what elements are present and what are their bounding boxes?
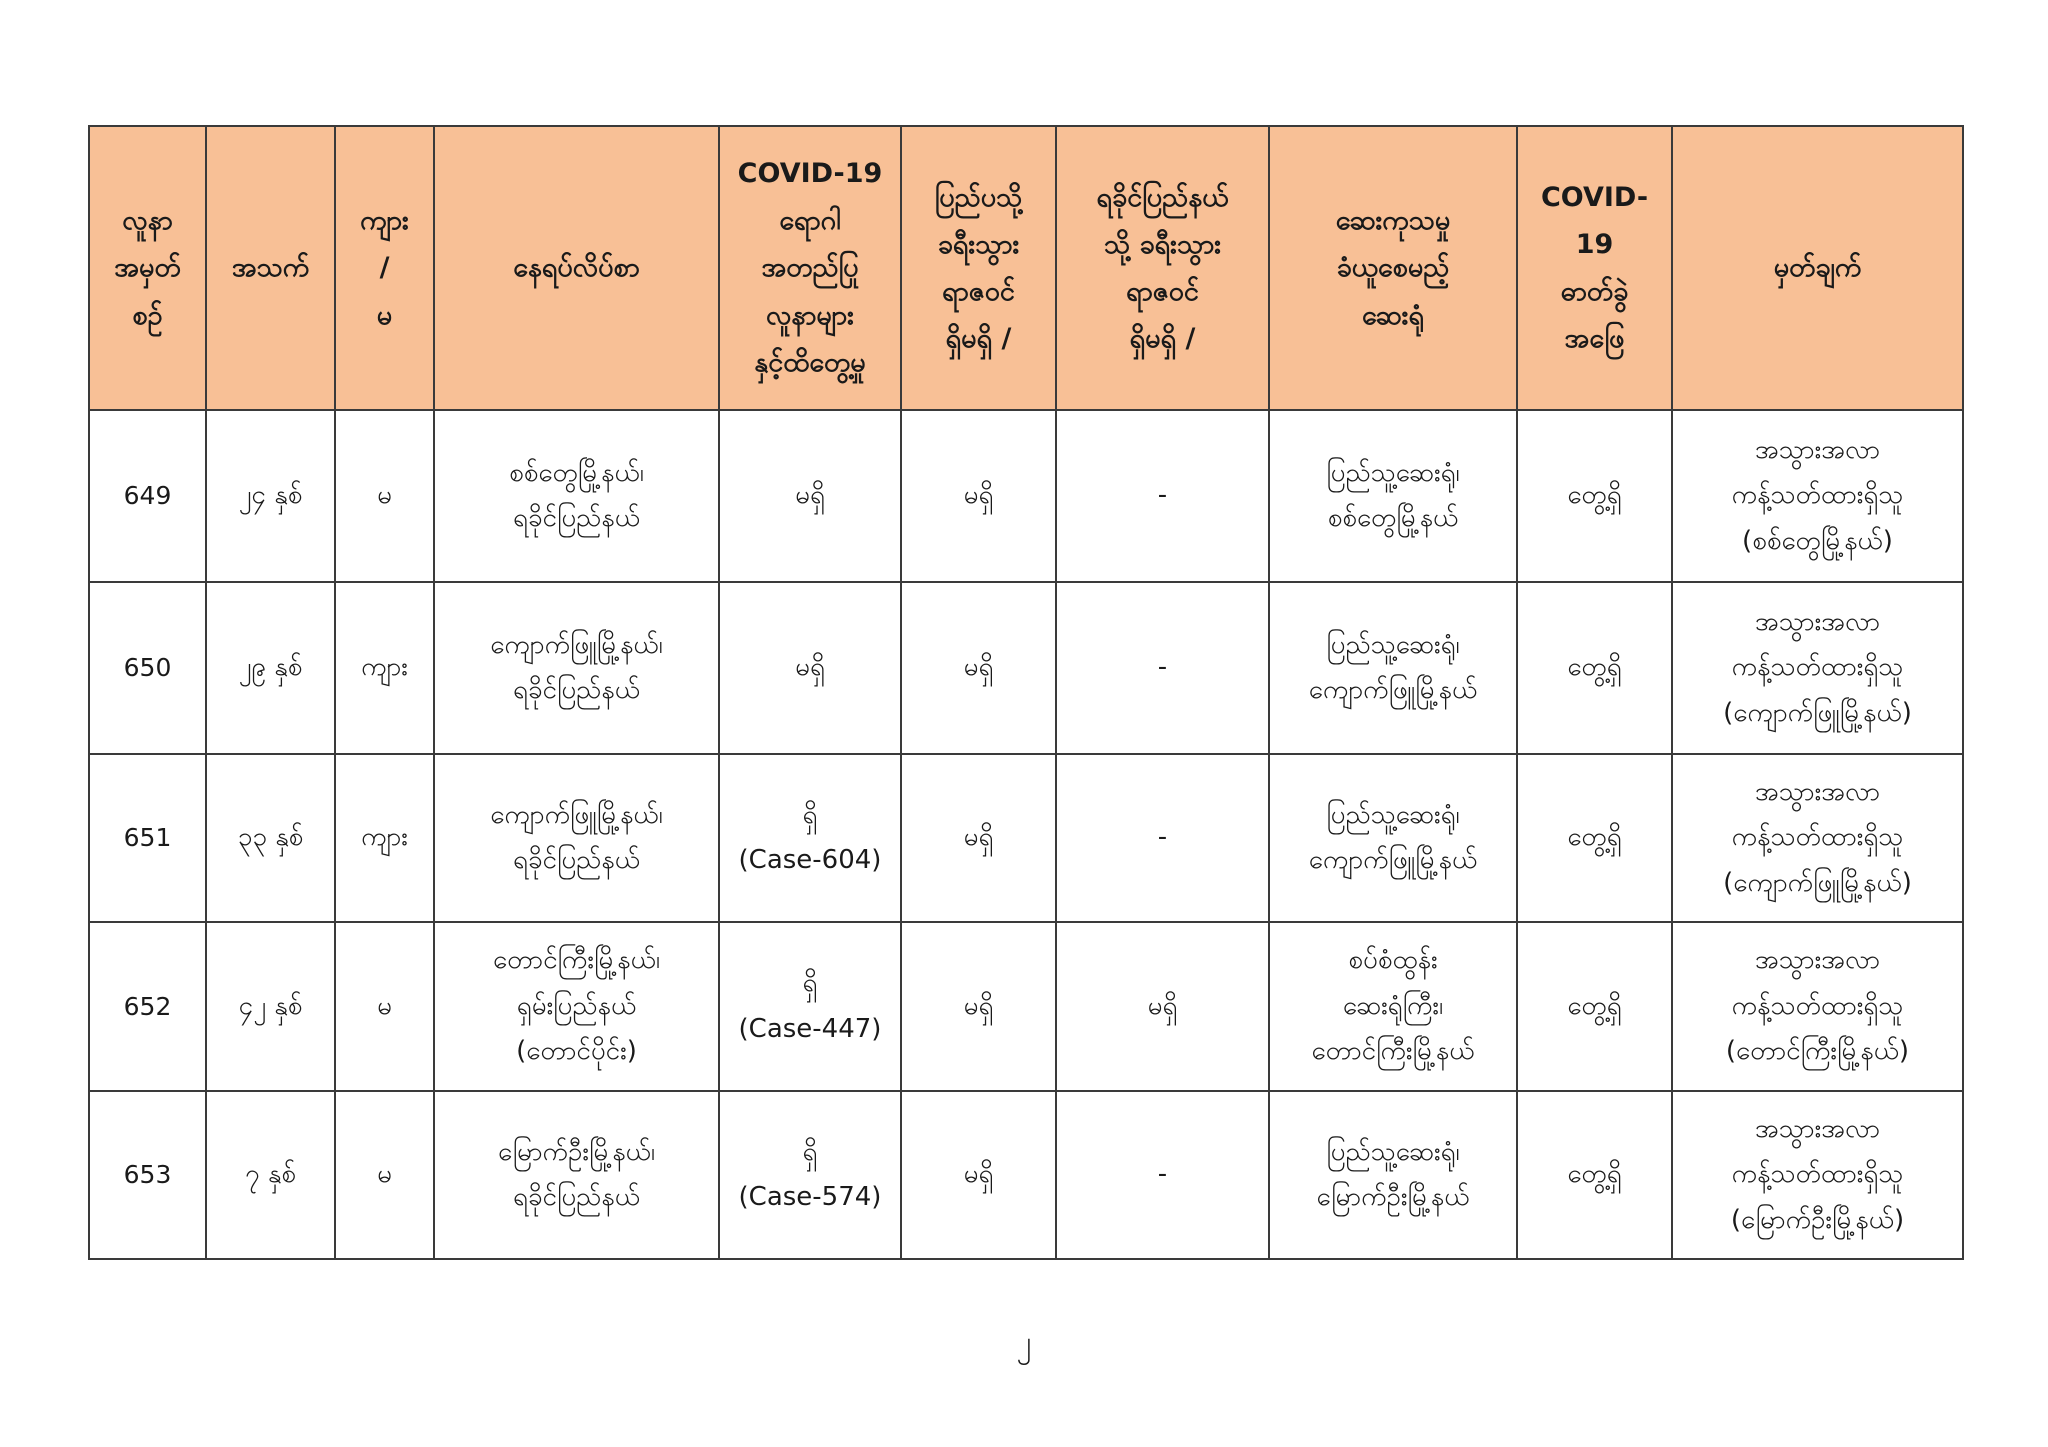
cell-address: မြောက်ဦးမြို့နယ်၊ ရခိုင်ပြည်နယ် [434, 1091, 719, 1259]
cell-test-result: တွေ့ရှိ [1517, 410, 1672, 582]
cell-hospital: ပြည်သူ့ဆေးရုံ၊ စစ်တွေမြို့နယ် [1269, 410, 1517, 582]
table-row [89, 582, 1963, 754]
cell-sex: မ [335, 410, 434, 582]
cell-case-number: 649 [89, 410, 206, 582]
cell-hospital: စပ်စံထွန်း ဆေးရုံကြီး၊ တောင်ကြီးမြို့နယ် [1269, 922, 1517, 1091]
cell-age: ၃၃ နှစ် [206, 754, 335, 922]
cell-sex: မ [335, 1091, 434, 1259]
header-case-number: လူနာ အမှတ် စဉ် [89, 126, 206, 410]
table-row [89, 754, 1963, 922]
page-number: ၂ [1016, 1325, 1032, 1360]
cell-hospital: ပြည်သူ့ဆေးရုံ၊ မြောက်ဦးမြို့နယ် [1269, 1091, 1517, 1259]
cell-case-number: 653 [89, 1091, 206, 1259]
header-age: အသက် [206, 126, 335, 410]
cell-age: ၇ နှစ် [206, 1091, 335, 1259]
cell-test-result: တွေ့ရှိ [1517, 922, 1672, 1091]
cell-address: ကျောက်ဖြူမြို့နယ်၊ ရခိုင်ပြည်နယ် [434, 582, 719, 754]
cell-rakhine-travel: - [1056, 1091, 1269, 1259]
cell-remark: အသွားအလာ ကန့်သတ်ထားရှိသူ (စစ်တွေမြို့နယ်) [1672, 410, 1963, 582]
cell-address: စစ်တွေမြို့နယ်၊ ရခိုင်ပြည်နယ် [434, 410, 719, 582]
cell-rakhine-travel: - [1056, 582, 1269, 754]
cell-address: ကျောက်ဖြူမြို့နယ်၊ ရခိုင်ပြည်နယ် [434, 754, 719, 922]
cell-contact: ရှိ (Case-447) [719, 922, 901, 1091]
cell-remark: အသွားအလာ ကန့်သတ်ထားရှိသူ (ကျောက်ဖြူမြို့နယ်) [1672, 754, 1963, 922]
cell-sex: ကျား [335, 754, 434, 922]
cell-contact: ရှိ (Case-604) [719, 754, 901, 922]
cell-rakhine-travel: - [1056, 754, 1269, 922]
cell-rakhine-travel: - [1056, 410, 1269, 582]
cell-rakhine-travel: မရှိ [1056, 922, 1269, 1091]
cell-foreign-travel: မရှိ [901, 922, 1056, 1091]
cell-foreign-travel: မရှိ [901, 410, 1056, 582]
cell-test-result: တွေ့ရှိ [1517, 754, 1672, 922]
table-row [89, 1091, 1963, 1259]
cell-sex: ကျား [335, 582, 434, 754]
document-sheet [88, 125, 1962, 1260]
table-header-row [89, 126, 1963, 410]
cell-test-result: တွေ့ရှိ [1517, 1091, 1672, 1259]
cell-case-number: 652 [89, 922, 206, 1091]
cell-age: ၄၂ နှစ် [206, 922, 335, 1091]
cell-contact: မရှိ [719, 410, 901, 582]
header-hospital: ဆေးကုသမှု ခံယူစေမည့် ဆေးရုံ [1269, 126, 1517, 410]
cell-address: တောင်ကြီးမြို့နယ်၊ ရှမ်းပြည်နယ် (တောင်ပိုင်း) [434, 922, 719, 1091]
cell-contact: ရှိ (Case-574) [719, 1091, 901, 1259]
cell-test-result: တွေ့ရှိ [1517, 582, 1672, 754]
cell-foreign-travel: မရှိ [901, 1091, 1056, 1259]
header-contact: COVID-19 ရောဂါ အတည်ပြု လူနာများ နှင့်ထိတွေ့မှု [719, 126, 901, 410]
cell-case-number: 651 [89, 754, 206, 922]
cell-remark: အသွားအလာ ကန့်သတ်ထားရှိသူ (ကျောက်ဖြူမြို့နယ်) [1672, 582, 1963, 754]
cell-foreign-travel: မရှိ [901, 582, 1056, 754]
header-sex: ကျား / မ [335, 126, 434, 410]
header-foreign-travel: ပြည်ပသို့ ခရီးသွား ရာဇဝင် ရှိမရှိ / [901, 126, 1056, 410]
cell-remark: အသွားအလာ ကန့်သတ်ထားရှိသူ (တောင်ကြီးမြို့နယ်) [1672, 922, 1963, 1091]
header-remark: မှတ်ချက် [1672, 126, 1963, 410]
table-row [89, 922, 1963, 1091]
header-test-result: COVID-19 ဓာတ်ခွဲ အဖြေ [1517, 126, 1672, 410]
cell-age: ၂၉ နှစ် [206, 582, 335, 754]
table-row [89, 410, 1963, 582]
cell-sex: မ [335, 922, 434, 1091]
cell-hospital: ပြည်သူ့ဆေးရုံ၊ ကျောက်ဖြူမြို့နယ် [1269, 582, 1517, 754]
cell-foreign-travel: မရှိ [901, 754, 1056, 922]
cell-case-number: 650 [89, 582, 206, 754]
covid-case-table [88, 125, 1964, 1260]
header-address: နေရပ်လိပ်စာ [434, 126, 719, 410]
cell-remark: အသွားအလာ ကန့်သတ်ထားရှိသူ (မြောက်ဦးမြို့နယ်) [1672, 1091, 1963, 1259]
header-rakhine-travel: ရခိုင်ပြည်နယ် သို့ ခရီးသွား ရာဇဝင် ရှိမရှိ / [1056, 126, 1269, 410]
cell-contact: မရှိ [719, 582, 901, 754]
cell-hospital: ပြည်သူ့ဆေးရုံ၊ ကျောက်ဖြူမြို့နယ် [1269, 754, 1517, 922]
cell-age: ၂၄ နှစ် [206, 410, 335, 582]
